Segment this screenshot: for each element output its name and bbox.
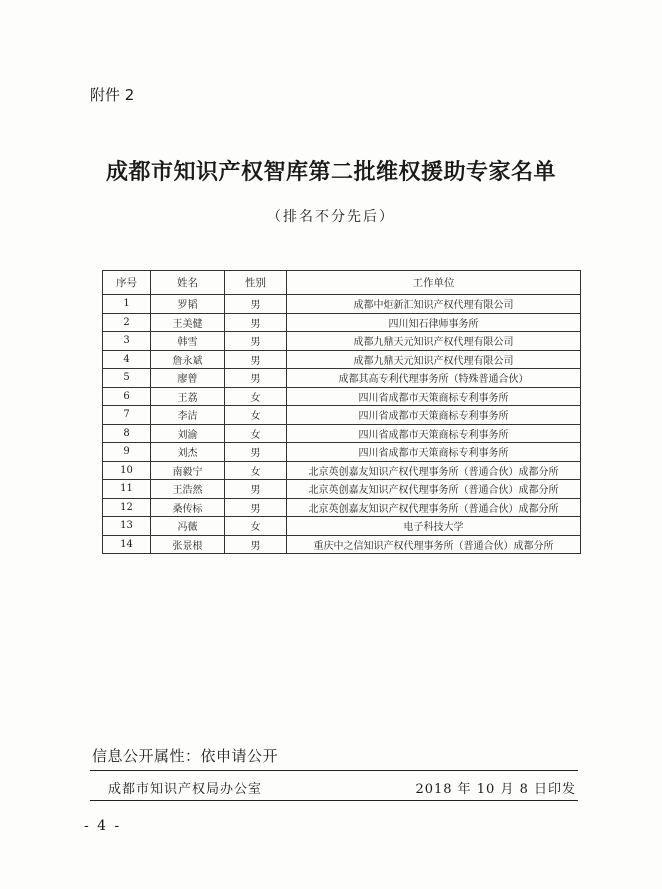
cell-organization: 成都九鼎天元知识产权代理有限公司 — [287, 350, 581, 369]
cell-gender: 男 — [225, 443, 287, 462]
cell-organization: 成都九鼎天元知识产权代理有限公司 — [287, 332, 581, 351]
cell-gender: 男 — [225, 535, 287, 554]
attachment-label: 附件 2 — [90, 86, 135, 104]
cell-index: 1 — [103, 295, 151, 314]
cell-organization: 成都其高专利代理事务所（特殊普通合伙） — [287, 369, 581, 388]
column-header-organization: 工作单位 — [287, 271, 581, 295]
column-header-name: 姓名 — [151, 271, 225, 295]
table-body — [103, 295, 581, 554]
cell-index: 6 — [103, 387, 151, 406]
cell-index: 13 — [103, 517, 151, 536]
table-row — [103, 424, 581, 443]
column-header-index: 序号 — [103, 271, 151, 295]
cell-gender: 女 — [225, 406, 287, 425]
cell-name: 韩雪 — [151, 332, 225, 351]
table-row — [103, 369, 581, 388]
cell-organization: 四川省成都市天策商标专利事务所 — [287, 406, 581, 425]
cell-index: 11 — [103, 480, 151, 499]
cell-gender: 男 — [225, 480, 287, 499]
table-header-row — [103, 271, 581, 295]
cell-index: 10 — [103, 461, 151, 480]
cell-name: 詹永斌 — [151, 350, 225, 369]
cell-name: 王浩然 — [151, 480, 225, 499]
cell-gender: 女 — [225, 461, 287, 480]
cell-index: 4 — [103, 350, 151, 369]
cell-gender: 男 — [225, 295, 287, 314]
table-row — [103, 461, 581, 480]
column-header-gender: 性别 — [225, 271, 287, 295]
cell-name: 罗韬 — [151, 295, 225, 314]
expert-roster-table — [102, 270, 581, 554]
table-row — [103, 350, 581, 369]
table-row — [103, 498, 581, 517]
cell-index: 3 — [103, 332, 151, 351]
cell-name: 南毅宁 — [151, 461, 225, 480]
disclosure-attribute: 信息公开属性：依申请公开 — [92, 747, 279, 765]
table-row — [103, 313, 581, 332]
cell-name: 刘渝 — [151, 424, 225, 443]
table-row — [103, 443, 581, 462]
cell-name: 王荔 — [151, 387, 225, 406]
cell-organization: 北京英创嘉友知识产权代理事务所（普通合伙）成都分所 — [287, 461, 581, 480]
document-subtitle: （排名不分先后） — [267, 209, 395, 225]
document-title: 成都市知识产权智库第二批维权援助专家名单 — [105, 159, 556, 185]
cell-gender: 男 — [225, 369, 287, 388]
table-row — [103, 517, 581, 536]
cell-gender: 女 — [225, 387, 287, 406]
table-row — [103, 387, 581, 406]
table-row — [103, 406, 581, 425]
cell-name: 张景根 — [151, 535, 225, 554]
issue-date: 2018 年 10 月 8 日印发 — [415, 782, 576, 797]
table-row — [103, 295, 581, 314]
cell-name: 王美健 — [151, 313, 225, 332]
cell-gender: 男 — [225, 332, 287, 351]
cell-organization: 四川知石律师事务所 — [287, 313, 581, 332]
table-row — [103, 535, 581, 554]
cell-organization: 四川省成都市天策商标专利事务所 — [287, 424, 581, 443]
cell-index: 14 — [103, 535, 151, 554]
cell-name: 廖曾 — [151, 369, 225, 388]
cell-index: 12 — [103, 498, 151, 517]
page-number: - 4 - — [84, 818, 122, 834]
cell-organization: 电子科技大学 — [287, 517, 581, 536]
cell-index: 5 — [103, 369, 151, 388]
issuing-office: 成都市知识产权局办公室 — [108, 782, 263, 797]
cell-gender: 男 — [225, 350, 287, 369]
cell-name: 刘杰 — [151, 443, 225, 462]
cell-name: 桑传标 — [151, 498, 225, 517]
table-row — [103, 480, 581, 499]
cell-gender: 女 — [225, 517, 287, 536]
cell-organization: 成都中炬新汇知识产权代理有限公司 — [287, 295, 581, 314]
cell-organization: 北京英创嘉友知识产权代理事务所（普通合伙）成都分所 — [287, 498, 581, 517]
cell-organization: 北京英创嘉友知识产权代理事务所（普通合伙）成都分所 — [287, 480, 581, 499]
cell-organization: 四川省成都市天策商标专利事务所 — [287, 387, 581, 406]
table-row — [103, 332, 581, 351]
cell-index: 8 — [103, 424, 151, 443]
cell-organization: 四川省成都市天策商标专利事务所 — [287, 443, 581, 462]
cell-index: 2 — [103, 313, 151, 332]
cell-gender: 男 — [225, 313, 287, 332]
cell-index: 7 — [103, 406, 151, 425]
cell-gender: 女 — [225, 424, 287, 443]
footer-rule-top — [90, 770, 578, 771]
cell-name: 冯薇 — [151, 517, 225, 536]
footer-rule-bottom — [90, 800, 578, 801]
cell-name: 李洁 — [151, 406, 225, 425]
cell-organization: 重庆中之信知识产权代理事务所（普通合伙）成都分所 — [287, 535, 581, 554]
cell-index: 9 — [103, 443, 151, 462]
cell-gender: 男 — [225, 498, 287, 517]
